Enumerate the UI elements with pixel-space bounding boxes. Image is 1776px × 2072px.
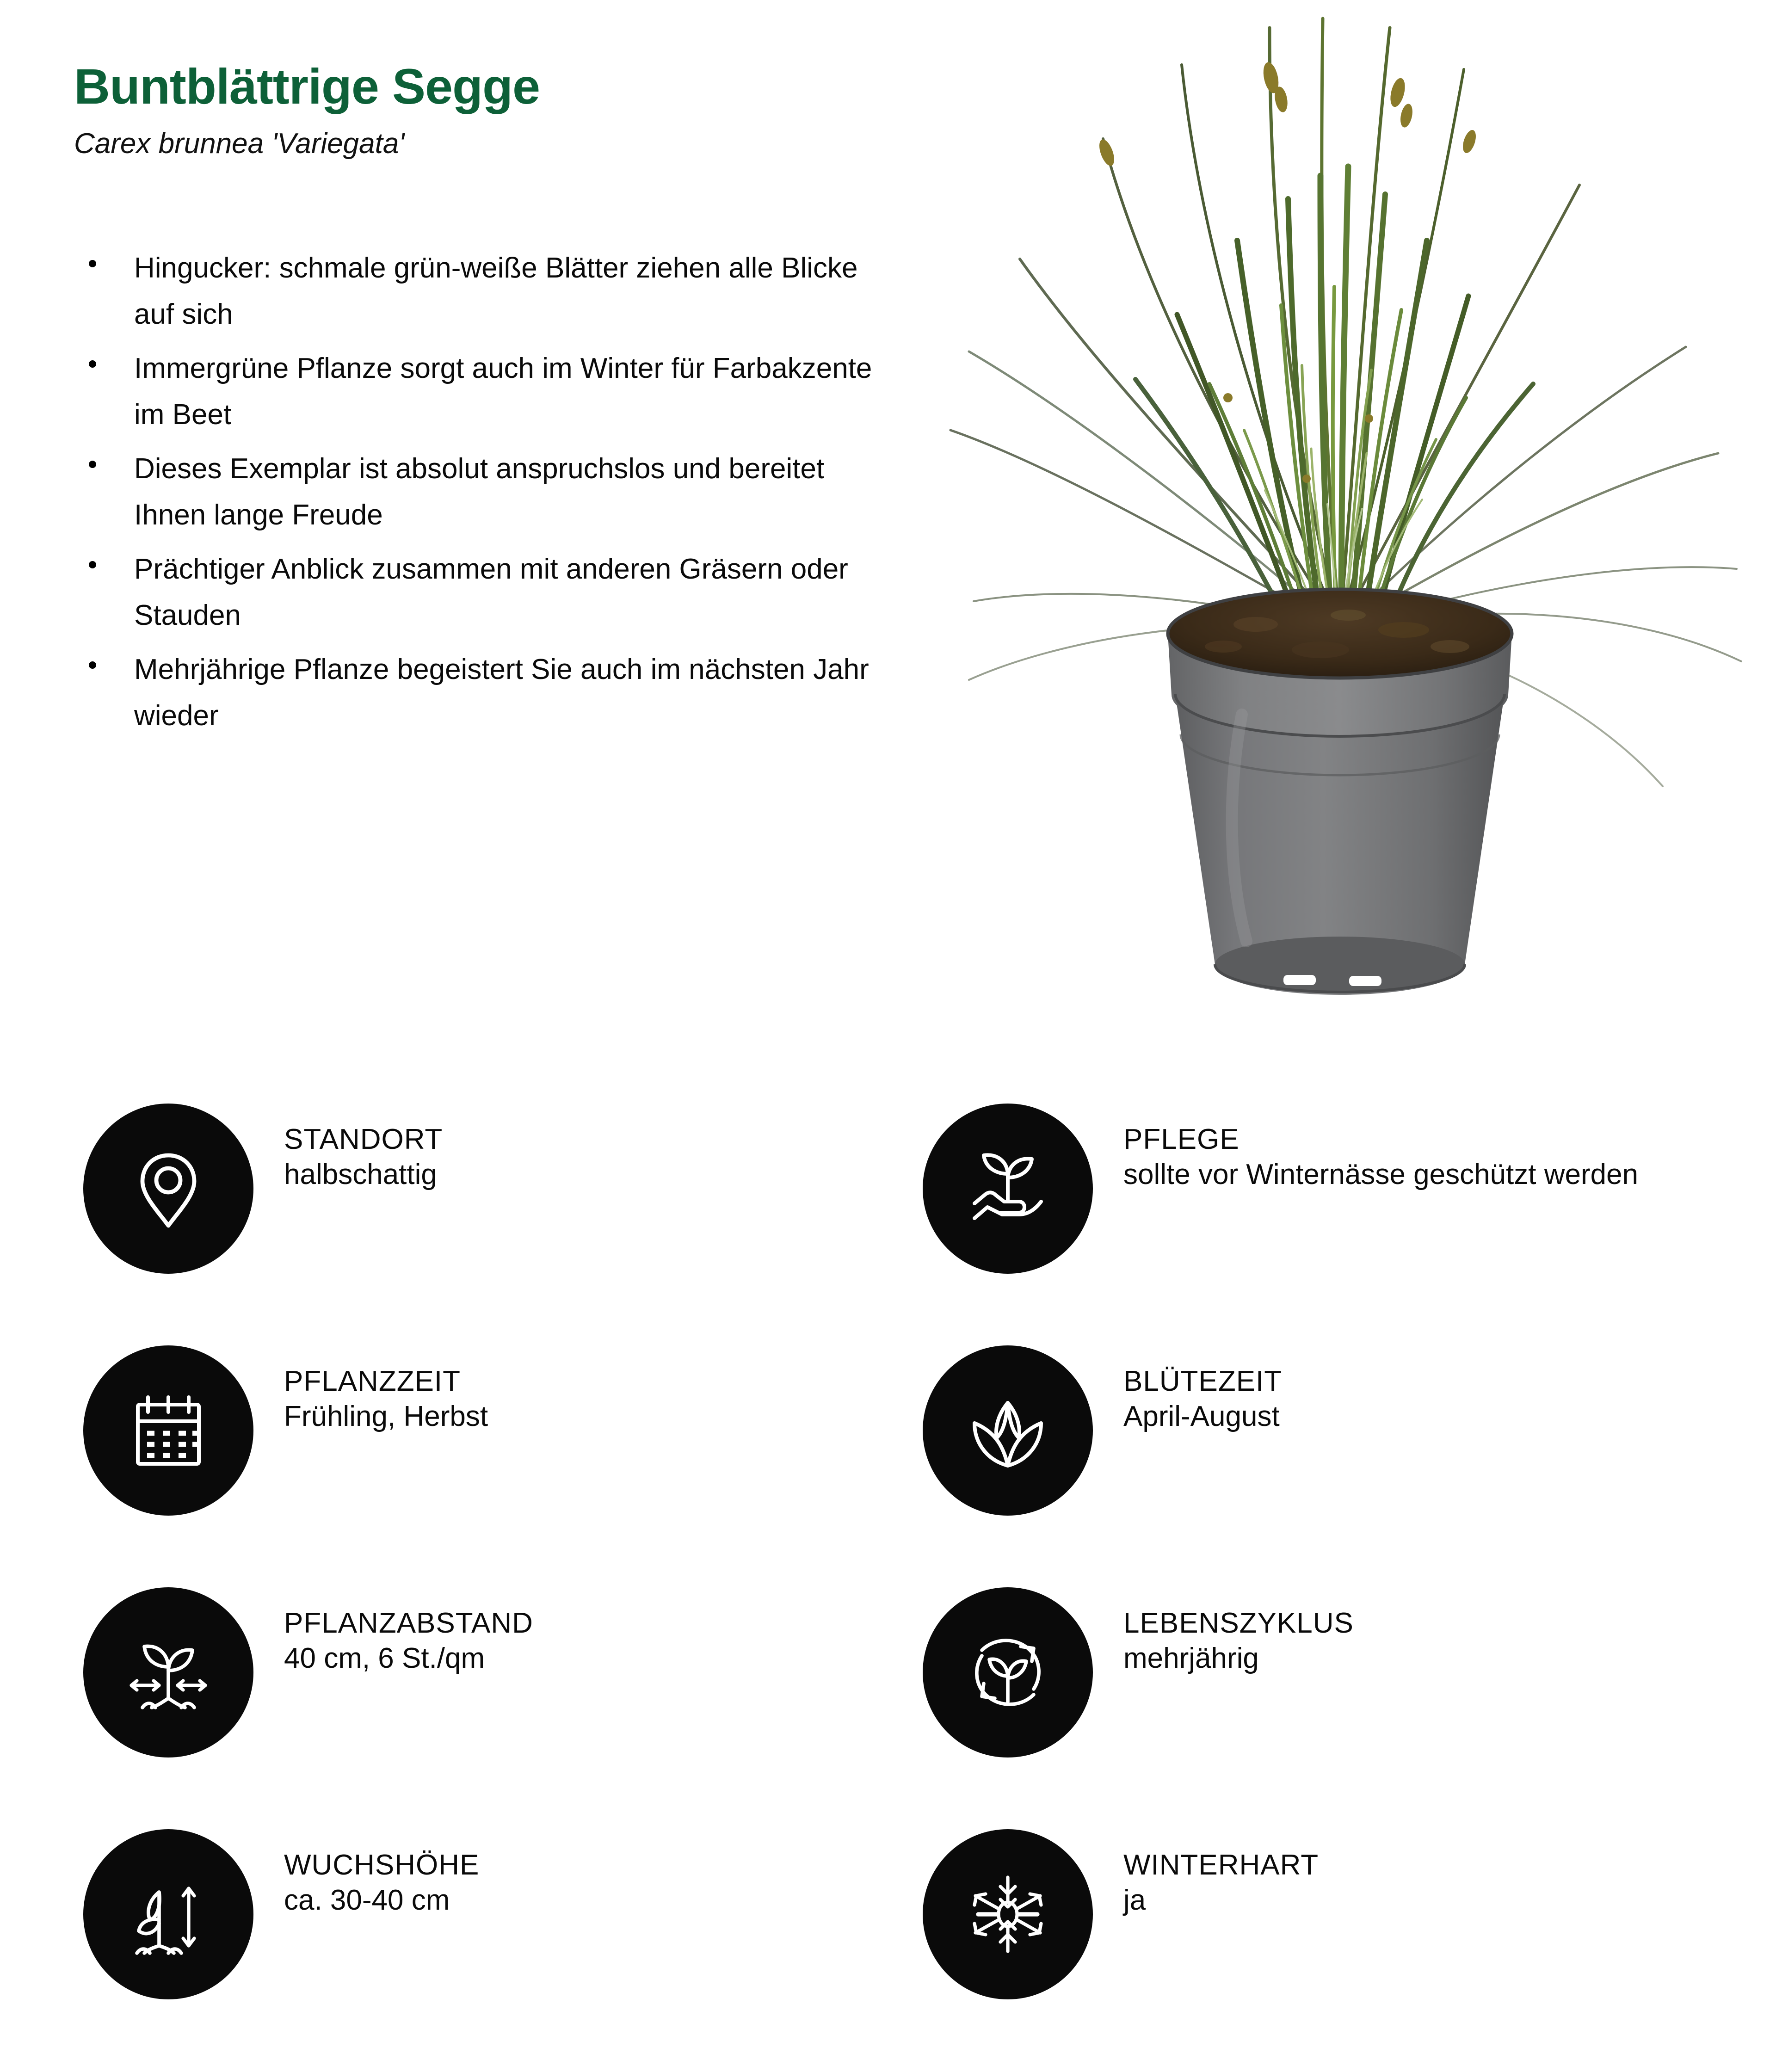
- attribute-label: LEBENSZYKLUS: [1123, 1607, 1354, 1639]
- attribute-bluetezeit: [923, 1333, 1746, 1516]
- attribute-row: [0, 1817, 1776, 2059]
- nursery-pot: [1168, 589, 1512, 995]
- hand-seedling-icon: [923, 1104, 1093, 1274]
- botanical-name: Carex brunnea 'Variegata': [74, 128, 405, 160]
- attribute-label: WINTERHART: [1123, 1849, 1319, 1881]
- attribute-value: ja: [1123, 1884, 1146, 1916]
- list-item: [74, 245, 902, 338]
- attribute-text: [253, 1817, 479, 1918]
- feature-list: [74, 245, 902, 746]
- attribute-label: WUCHSHÖHE: [284, 1849, 480, 1881]
- attribute-grid: [0, 1092, 1776, 2059]
- bullet-icon: [89, 661, 96, 669]
- attribute-lebenszyklus: [923, 1575, 1746, 1758]
- list-item: [74, 446, 902, 539]
- attribute-wuchshoehe: [83, 1817, 870, 1999]
- bullet-icon: [89, 461, 96, 468]
- potted-grass-illustration: [904, 0, 1776, 1059]
- list-item: [74, 546, 902, 639]
- location-pin-icon: [83, 1104, 253, 1274]
- attribute-text: [253, 1575, 533, 1676]
- product-header: [74, 60, 888, 160]
- feature-text: Mehrjährige Pflanze begeistert Sie auch im nächsten Jahr wieder: [134, 653, 869, 732]
- attribute-value: halbschattig: [284, 1158, 437, 1190]
- attribute-standort: [83, 1092, 870, 1274]
- attribute-pflege: [923, 1092, 1746, 1274]
- list-item: [74, 345, 902, 438]
- product-photo: [904, 0, 1776, 1059]
- list-item: [74, 647, 902, 740]
- attribute-row: [0, 1333, 1776, 1575]
- bullet-icon: [89, 260, 96, 267]
- attribute-value: 40 cm, 6 St./qm: [284, 1642, 485, 1674]
- plant-spacing-icon: [83, 1587, 253, 1758]
- feature-text: Dieses Exemplar ist absolut anspruchslos und bereitet Ihnen lange Freude: [134, 452, 825, 531]
- attribute-value: April-August: [1123, 1400, 1280, 1432]
- feature-text: Immergrüne Pflanze sorgt auch im Winter für Farbakzente im Beet: [134, 352, 872, 431]
- attribute-label: PFLEGE: [1123, 1123, 1240, 1155]
- flower-icon: [923, 1345, 1093, 1516]
- attribute-label: PFLANZZEIT: [284, 1365, 461, 1397]
- attribute-text: [253, 1092, 443, 1192]
- bullet-icon: [89, 561, 96, 568]
- page-title: Buntblättrige Segge: [74, 58, 540, 114]
- attribute-text: [1093, 1817, 1319, 1918]
- attribute-text: [253, 1333, 488, 1434]
- feature-text: Hingucker: schmale grün-weiße Blätter ziehen alle Blicke auf sich: [134, 252, 858, 331]
- attribute-row: [0, 1575, 1776, 1817]
- attribute-text: [1093, 1333, 1282, 1434]
- attribute-label: STANDORT: [284, 1123, 443, 1155]
- attribute-row: [0, 1092, 1776, 1333]
- life-cycle-icon: [923, 1587, 1093, 1758]
- attribute-label: BLÜTEZEIT: [1123, 1365, 1283, 1397]
- snowflake-icon: [923, 1829, 1093, 1999]
- plant-height-icon: [83, 1829, 253, 1999]
- calendar-icon: [83, 1345, 253, 1516]
- attribute-pflanzzeit: [83, 1333, 870, 1516]
- attribute-text: [1093, 1092, 1638, 1192]
- feature-text: Prächtiger Anblick zusammen mit anderen Gräsern oder Stauden: [134, 553, 848, 632]
- attribute-winterhart: [923, 1817, 1746, 1999]
- attribute-pflanzabstand: [83, 1575, 870, 1758]
- bullet-icon: [89, 360, 96, 368]
- attribute-label: PFLANZABSTAND: [284, 1607, 533, 1639]
- attribute-text: [1093, 1575, 1354, 1676]
- attribute-value: Frühling, Herbst: [284, 1400, 488, 1432]
- attribute-value: ca. 30-40 cm: [284, 1884, 450, 1916]
- attribute-value: sollte vor Winternässe geschützt werden: [1123, 1158, 1639, 1190]
- attribute-value: mehrjährig: [1123, 1642, 1259, 1674]
